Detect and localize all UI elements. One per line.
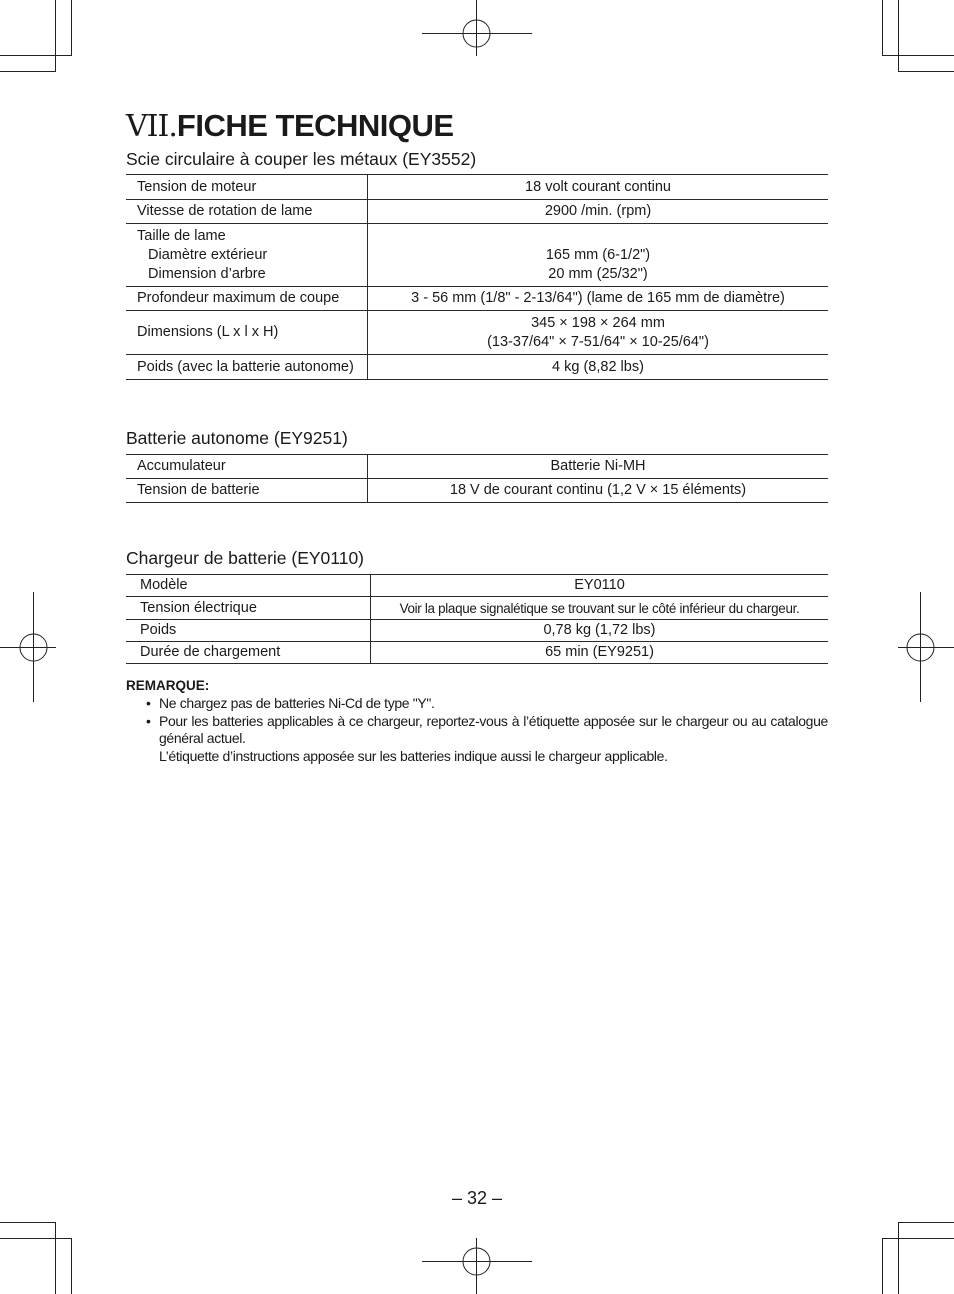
spec-label: Taille de lame (137, 227, 226, 244)
spec-value: 3 - 56 mm (1/8" - 2-13/64") (lame de 165 mm de diamètre) (368, 287, 829, 311)
spec-label: Profondeur maximum de coupe (126, 287, 368, 311)
table-row (126, 620, 828, 642)
notes-heading: REMARQUE: (126, 678, 210, 693)
spec-label: Tension électrique (126, 597, 371, 620)
spec-label: Vitesse de rotation de lame (126, 200, 368, 224)
bullet-icon: • (146, 695, 151, 711)
table-row (126, 455, 828, 479)
bullet-icon: • (146, 712, 151, 729)
table-row (126, 355, 828, 380)
spec-label-group (126, 224, 368, 287)
battery-spec-table (126, 454, 828, 503)
spec-value: 165 mm (6-1/2") (545, 246, 651, 263)
table-row (126, 224, 828, 287)
spec-label: Accumulateur (126, 455, 368, 479)
spec-value: 4 kg (8,82 lbs) (368, 355, 829, 380)
table-row (126, 175, 828, 200)
table-row (126, 575, 828, 597)
section-numeral: VII. (126, 109, 177, 144)
spec-label: Dimensions (L x l x H) (126, 311, 368, 355)
spec-label: Poids (126, 620, 371, 642)
battery-heading: Batterie autonome (EY9251) (126, 428, 348, 448)
saw-heading: Scie circulaire à couper les métaux (EY3552) (126, 149, 477, 169)
note-text: Pour les batteries applicables à ce chargeur, reportez-vous à l’étiquette apposée sur le chargeur ou au catalogue général actuel. (159, 712, 828, 746)
spec-value-group (368, 224, 829, 287)
table-row (126, 200, 828, 224)
spec-value-group (368, 311, 829, 355)
spec-value: (13-37/64" × 7-51/64" × 10-25/64") (487, 333, 709, 350)
spec-value: 2900 /min. (rpm) (368, 200, 829, 224)
spec-value: 18 V de courant continu (1,2 V × 15 éléments) (368, 479, 829, 503)
saw-spec-table (126, 174, 828, 380)
spec-value: EY0110 (371, 575, 829, 597)
page-number: – 32 – (451, 1188, 503, 1208)
spec-value: 20 mm (25/32") (548, 265, 648, 282)
spec-label: Poids (avec la batterie autonome) (126, 355, 368, 380)
list-item (126, 713, 828, 766)
page-title-text: FICHE TECHNIQUE (176, 108, 454, 143)
notes-list (126, 695, 828, 765)
table-row (126, 287, 828, 311)
spec-value: Voir la plaque signalétique se trouvant sur le côté inférieur du chargeur. (371, 597, 829, 620)
table-row (126, 479, 828, 503)
note-extra-text: L’étiquette d’instructions apposée sur les batteries indique aussi le chargeur applicable. (159, 747, 668, 764)
spec-label: Tension de moteur (126, 175, 368, 200)
spec-value: 65 min (EY9251) (371, 642, 829, 664)
list-item (126, 695, 828, 713)
spec-label: Tension de batterie (126, 479, 368, 503)
spec-label: Durée de chargement (126, 642, 371, 664)
charger-spec-table (126, 574, 828, 664)
table-row (126, 311, 828, 355)
spec-label: Modèle (126, 575, 371, 597)
page-title (126, 106, 454, 147)
spec-value: 345 × 198 × 264 mm (531, 314, 665, 331)
spec-sublabel: Diamètre extérieur (148, 246, 268, 263)
spec-value: 0,78 kg (1,72 lbs) (371, 620, 829, 642)
spec-value: Batterie Ni-MH (368, 455, 829, 479)
note-text: Ne chargez pas de batteries Ni-Cd de type "Y". (159, 695, 435, 711)
charger-heading: Chargeur de batterie (EY0110) (126, 548, 365, 568)
table-row (126, 642, 828, 664)
spec-sublabel: Dimension d’arbre (148, 265, 266, 282)
table-row (126, 597, 828, 620)
spec-value: 18 volt courant continu (368, 175, 829, 200)
